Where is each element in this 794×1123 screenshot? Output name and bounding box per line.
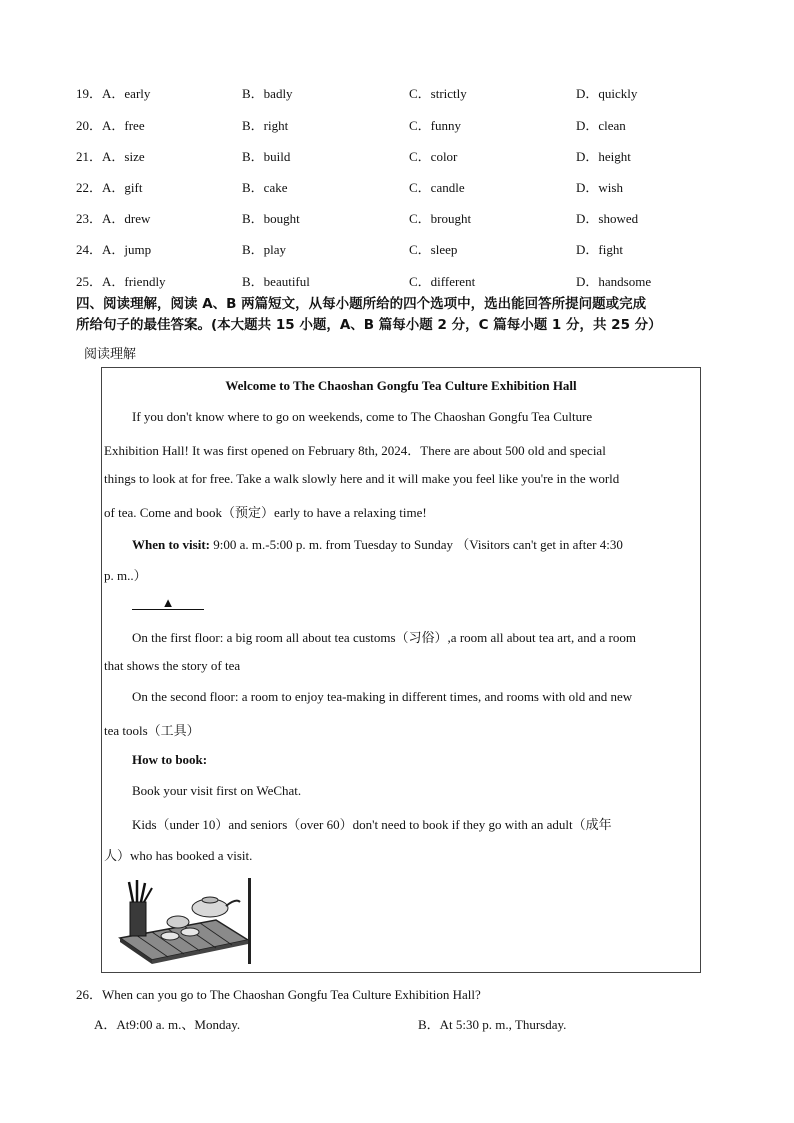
passage-text: Kids（under 10）and seniors（over 60）don't need to book if they go with an adult（成年 bbox=[132, 817, 612, 832]
option-b: B．cake bbox=[242, 180, 288, 195]
option-c: C．sleep bbox=[409, 242, 458, 257]
answer-option-b: B．At 5:30 p. m., Thursday. bbox=[418, 1017, 567, 1032]
passage-text: p. m..） bbox=[104, 568, 147, 583]
option-row-23 bbox=[76, 208, 756, 228]
option-d: D．height bbox=[576, 149, 631, 164]
passage-text: Book your visit first on WeChat. bbox=[132, 783, 302, 798]
option-d: D．handsome bbox=[576, 274, 652, 289]
option-b: B．bought bbox=[242, 211, 300, 226]
option-a-text: A．early bbox=[102, 86, 151, 101]
option-a-text: A．gift bbox=[102, 180, 143, 195]
option-d: D．quickly bbox=[576, 86, 638, 101]
option-c: C．different bbox=[409, 274, 476, 289]
question-number: 22． bbox=[76, 180, 103, 195]
passage-text: 人）who has booked a visit. bbox=[104, 848, 253, 863]
option-a-text: A．free bbox=[102, 118, 145, 133]
passage-text: On the second floor: a room to enjoy tea-making in different times, and rooms with old and new bbox=[132, 689, 633, 704]
question-number: 19． bbox=[76, 86, 103, 101]
when-to-visit bbox=[132, 534, 698, 553]
option-row-19 bbox=[76, 83, 756, 103]
option-c: C．funny bbox=[409, 118, 462, 133]
option-b: B．right bbox=[242, 118, 289, 133]
section-sub-label: 阅读理解 bbox=[84, 347, 137, 362]
passage-text: things to look at for free. Take a walk slowly here and it will make you feel like you're in the world bbox=[104, 471, 620, 486]
question-number: 25． bbox=[76, 274, 103, 289]
option-d: D．clean bbox=[576, 118, 626, 133]
question-number: 21． bbox=[76, 149, 103, 164]
question-number: 23． bbox=[76, 211, 103, 226]
option-a bbox=[76, 208, 150, 227]
option-row-25 bbox=[76, 271, 756, 291]
option-a bbox=[76, 239, 151, 258]
option-c: C．strictly bbox=[409, 86, 467, 101]
section-heading bbox=[76, 294, 756, 336]
option-c: C．candle bbox=[409, 180, 465, 195]
passage-title: Welcome to The Chaoshan Gongfu Tea Culture Exhibition Hall bbox=[225, 378, 577, 393]
option-d: D．fight bbox=[576, 242, 623, 257]
passage-box bbox=[101, 367, 701, 973]
passage-text: If you don't know where to go on weekends, come to The Chaoshan Gongfu Tea Culture bbox=[132, 409, 593, 424]
option-c: C．brought bbox=[409, 211, 472, 226]
passage-text: of tea. Come and book（预定）early to have a relaxing time! bbox=[104, 505, 427, 520]
option-a bbox=[76, 271, 166, 290]
answer-option-a: A．At9:00 a. m.、Monday. bbox=[94, 1017, 241, 1032]
option-row-20 bbox=[76, 115, 756, 135]
option-d: D．showed bbox=[576, 211, 639, 226]
passage-text: On the first floor: a big room all about tea customs（习俗）,a room all about tea art, and a room bbox=[132, 630, 636, 645]
option-a-text: A．drew bbox=[102, 211, 151, 226]
section-heading-line1: 四、阅读理解，阅读 A、B 两篇短文，从每小题所给的四个选项中，选出能回答所提问题或完成 bbox=[76, 296, 647, 312]
option-row-21 bbox=[76, 146, 756, 166]
blank-line bbox=[132, 595, 698, 611]
option-b: B．badly bbox=[242, 86, 293, 101]
option-a bbox=[76, 177, 142, 196]
option-b: B．build bbox=[242, 149, 291, 164]
option-a-text: A．jump bbox=[102, 242, 152, 257]
option-b: B．play bbox=[242, 242, 287, 257]
option-c: C．color bbox=[409, 149, 458, 164]
option-b: B．beautiful bbox=[242, 274, 310, 289]
when-text: 9:00 a. m.-5:00 p. m. from Tuesday to Sunday （Visitors can't get in after 4:30 bbox=[210, 537, 623, 552]
option-d: D．wish bbox=[576, 180, 623, 195]
question-26: 26．When can you go to The Chaoshan Gongfu Tea Culture Exhibition Hall? bbox=[76, 987, 481, 1002]
how-to-book-label bbox=[132, 752, 698, 768]
passage-text: tea tools（工具） bbox=[104, 723, 200, 738]
option-a bbox=[76, 83, 150, 102]
passage-text: Exhibition Hall! It was first opened on February 8th, 2024．There are about 500 old and special bbox=[104, 443, 606, 458]
option-a-text: A．friendly bbox=[102, 274, 166, 289]
option-a bbox=[76, 146, 145, 165]
tea-set-image bbox=[118, 878, 252, 964]
section-heading-line2: 所给句子的最佳答案。(本大题共 15 小题，A、B 篇每小题 2 分，C 篇每小题 1 分，共 25 分） bbox=[76, 317, 662, 333]
option-a bbox=[76, 115, 145, 134]
passage-text: that shows the story of tea bbox=[104, 658, 241, 673]
option-row-24 bbox=[76, 239, 756, 259]
option-row-22 bbox=[76, 177, 756, 197]
blank-marker: ▲ bbox=[132, 596, 204, 610]
question-number: 20． bbox=[76, 118, 103, 133]
question-number: 24． bbox=[76, 242, 103, 257]
when-label: When to visit: bbox=[132, 537, 210, 552]
option-a-text: A．size bbox=[102, 149, 145, 164]
how-label: How to book: bbox=[132, 752, 208, 767]
